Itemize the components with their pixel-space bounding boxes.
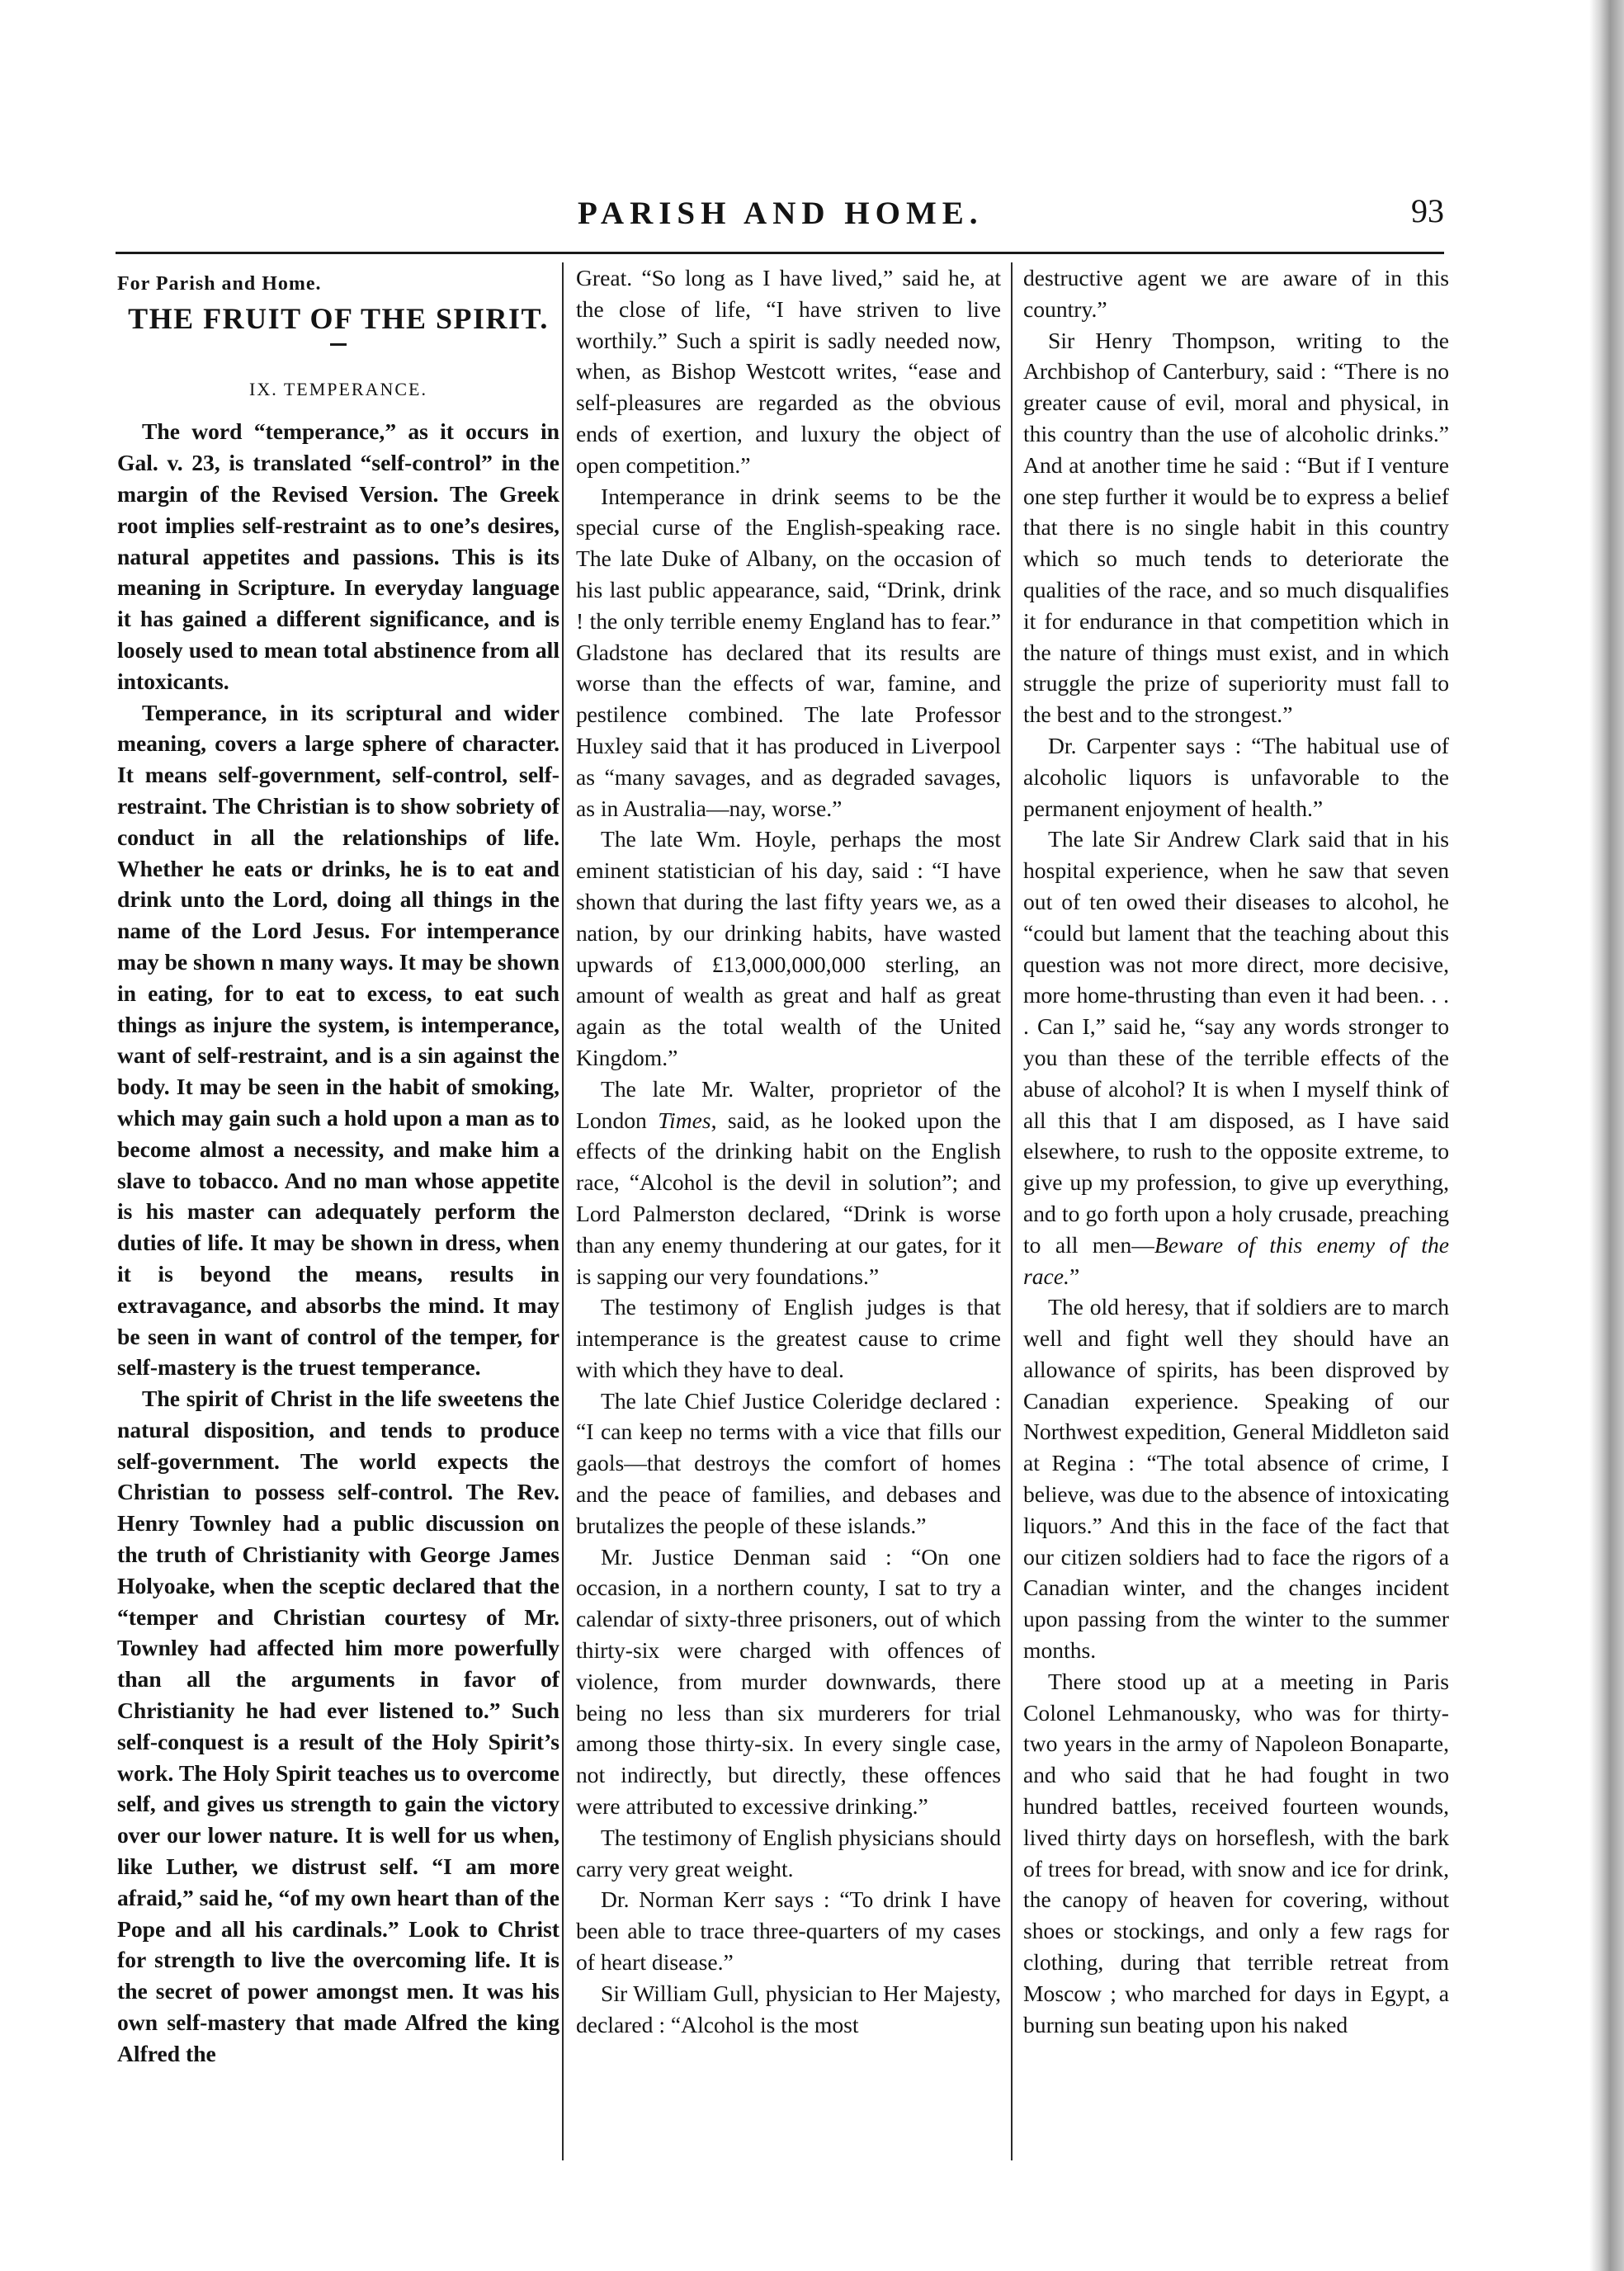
article-title: THE FRUIT OF THE SPIRIT. bbox=[128, 301, 549, 335]
section-heading: IX. TEMPERANCE. bbox=[249, 378, 427, 399]
page-number: 93 bbox=[1411, 192, 1444, 229]
paragraph: Temperance, in its scriptural and wider meaning, covers a large sphere of character. It means self-government, self-control, self-restraint. The Christian is to show sobriety of conduct in all the relationships of life. Whether he eats or drinks, he is to eat and drink unto the Lord, doing all things in the name of the Lord Jesus. For intemperance may be shown n many ways. It may be shown in eating, for to eat to excess, to eat such things as injure the system, is intemperance, want of self-restraint, and is a sin against the body. It may be seen in the habit of smoking, which may gain such a hold upon a man as to become almost a necessity, and make him a slave to tobacco. And no man whose appetite is his master can adequately perform the duties of life. It may be shown in dress, when it is beyond the means, results in extravagance, and absorbs the mind. It may be seen in want of control of the temper, for self-mastery is the truest temperance. bbox=[117, 699, 559, 1381]
newspaper-title: Times bbox=[658, 1107, 711, 1133]
paragraph: destructive agent we are aware of in this country.” bbox=[1023, 265, 1449, 322]
text-run: The late Mr. Walter, proprietor of the London bbox=[576, 1075, 1001, 1133]
paragraph: The late Wm. Hoyle, perhaps the most eminent statistician of his day, said : “I have shown that during the last fifty years we, as a nation, by our drinking habits, have wasted upwards of £13,000,000,000 sterling, an amount of wealth as great and half as great again as the total wealth of the United Kingdom.” bbox=[576, 826, 1001, 1070]
italic-quote: Beware of this enemy of the race. bbox=[1023, 1231, 1449, 1289]
paragraph bbox=[576, 1074, 1001, 1292]
column-3 bbox=[1023, 262, 1449, 2040]
column-divider bbox=[562, 262, 564, 2160]
paragraph: The word “temperance,” as it occurs in Gal. v. 23, is translated “self-control” in the margin of the Revised Version. The Greek root implies self-restraint as to one’s desires, natural appetites and passions. This is its meaning in Scripture. In everyday language it has gained a different significance, and is loosely used to mean total abstinence from all intoxicants. bbox=[117, 418, 559, 694]
paragraph: The old heresy, that if soldiers are to march well and fight well they should have an allowance of spirits, has been disproved by Canadian experience. Speaking of our Northwest expedition, General Middleton said at Regina : “The total absence of crime, I believe, was due to the absence of intoxicating liquors.” And this in the face of the fact that our citizen soldiers had to face the rigors of a Canadian winter, and the changes incident upon passing from the winter to the summer months. bbox=[1023, 1294, 1449, 1664]
paragraph: The late Chief Justice Coleridge declared : “I can keep no terms with a vice that fills our gaols—that destroys the comfort of homes and the peace of families, and debases and brutalizes the people of these islands.” bbox=[576, 1387, 1001, 1538]
page-edge-shadow bbox=[1589, 0, 1624, 2271]
paragraph: The testimony of English judges is that intemperance is the greatest cause to crime with which they have to deal. bbox=[576, 1294, 1001, 1382]
paragraph: Sir Henry Thompson, writing to the Archbishop of Canterbury, said : “There is no greater cause of evil, moral and physical, in this country than the use of alcoholic drinks.” And at another time he said : “But if I venture one step further it would be to express a belief that there is no single habit in this country which so much tends to deteriorate the qualities of the race, and so much disqualifies it for endurance in that competition which in the nature of things must exist, and in which struggle the prize of superiority must fall to the best and to the strongest.” bbox=[1023, 327, 1449, 728]
text-run: The late Sir Andrew Clark said that in his hospital experience, when he saw that seven out of ten owed their diseases to alcohol, he “could but lament that the teaching about this question was not more direct, more decisive, more home-thrusting than even it had been. . . . Can I,” said he, “say any words stronger to you than these of the terrible effects of the abuse of alcohol? It is when I myself think of all this that I am disposed, as I have said elsewhere, to rush to the opposite extreme, to give up my profession, to give up everything, and to go forth upon a holy crusade, preaching to all men— bbox=[1023, 826, 1449, 1258]
running-title: PARISH AND HOME. bbox=[578, 196, 984, 231]
paragraph: Sir William Gull, physician to Her Majesty, declared : “Alcohol is the most bbox=[576, 1980, 1001, 2037]
title-dash bbox=[330, 343, 347, 346]
byline: For Parish and Home. bbox=[117, 273, 322, 295]
paragraph: Intemperance in drink seems to be the special curse of the English-speaking race. The late Duke of Albany, on the occasion of his last public appearance, said, “Drink, drink ! the only terrible enemy England has to fear.” Gladstone has declared that its results are worse than the effects of war, famine, and pestilence combined. The late Professor Huxley said that it has produced in Liverpool as “many savages, and as degraded savages, as in Australia—nay, worse.” bbox=[576, 483, 1001, 821]
text-run: ” bbox=[1069, 1263, 1080, 1289]
paragraph: Great. “So long as I have lived,” said he, at the close of life, “I have striven to live worthily.” Such a spirit is sadly needed now, when, as Bishop Westcott writes, “ease and self-pleasures are regarded as the obvious ends of exertion, and luxury the object of open competition.” bbox=[576, 265, 1001, 478]
paragraph: There stood up at a meeting in Paris Colonel Lehmanousky, who was for thirty-two years in the army of Napoleon Bonaparte, and who said that he had fought in two hundred battles, received fourteen wounds, lived thirty days on horseflesh, with the bark of trees for bread, with snow and ice for drink, the canopy of heaven for covering, without shoes or stockings, and only a few rags for clothing, during that terrible retreat from Moscow ; who marched for days in Egypt, a burning sun beating upon his naked bbox=[1023, 1668, 1449, 2037]
header-rule bbox=[116, 252, 1444, 254]
paragraph: Dr. Carpenter says : “The habitual use of alcoholic liquors is unfavorable to the permanent enjoyment of health.” bbox=[1023, 732, 1449, 821]
column-1 bbox=[117, 262, 559, 2070]
column-divider bbox=[1011, 262, 1013, 2160]
running-head bbox=[116, 191, 1444, 241]
column-2 bbox=[576, 262, 1001, 2040]
paragraph: Mr. Justice Denman said : “On one occasion, in a northern county, I sat to try a calendar of sixty-three prisoners, out of which thirty-six were charged with offences of violence, from murder downwards, there being no less than six murderers for trial among those thirty-six. In every single case, not indirectly, but directly, these offences were attributed to excessive drinking.” bbox=[576, 1543, 1001, 1820]
text-run: , said, as he looked upon the effects of the drinking habit on the English race, “Alcohol is the devil in solution”; and Lord Palmerston declared, “Drink is worse than any enemy thundering at our gates, for it is sapping our very foundations.” bbox=[576, 1107, 1001, 1289]
paragraph: Dr. Norman Kerr says : “To drink I have been able to trace three-quarters of my cases of heart disease.” bbox=[576, 1886, 1001, 1976]
paragraph: The spirit of Christ in the life sweetens the natural disposition, and tends to produce self-government. The world expects the Christian to possess self-control. The Rev. Henry Townley had a public discussion on the truth of Christianity with George James Holyoake, when the sceptic declared that the “temper and Christian courtesy of Mr. Townley had affected him more powerfully than all the arguments in favor of Christianity he had ever listened to.” Such self-conquest is a result of the Holy Spirit’s work. The Holy Spirit teaches us to overcome self, and gives us strength to gain the victory over our lower nature. It is well for us when, like Luther, we distrust self. “I am more afraid,” said he, “of my own heart than of the Pope and all his cardinals.” Look to Christ for strength to live the overcoming life. It is the secret of power amongst men. It was his own self-mastery that made Alfred the king Alfred the bbox=[117, 1386, 559, 2066]
paragraph bbox=[1023, 824, 1449, 1291]
paragraph: The testimony of English physicians should carry very great weight. bbox=[576, 1824, 1001, 1881]
